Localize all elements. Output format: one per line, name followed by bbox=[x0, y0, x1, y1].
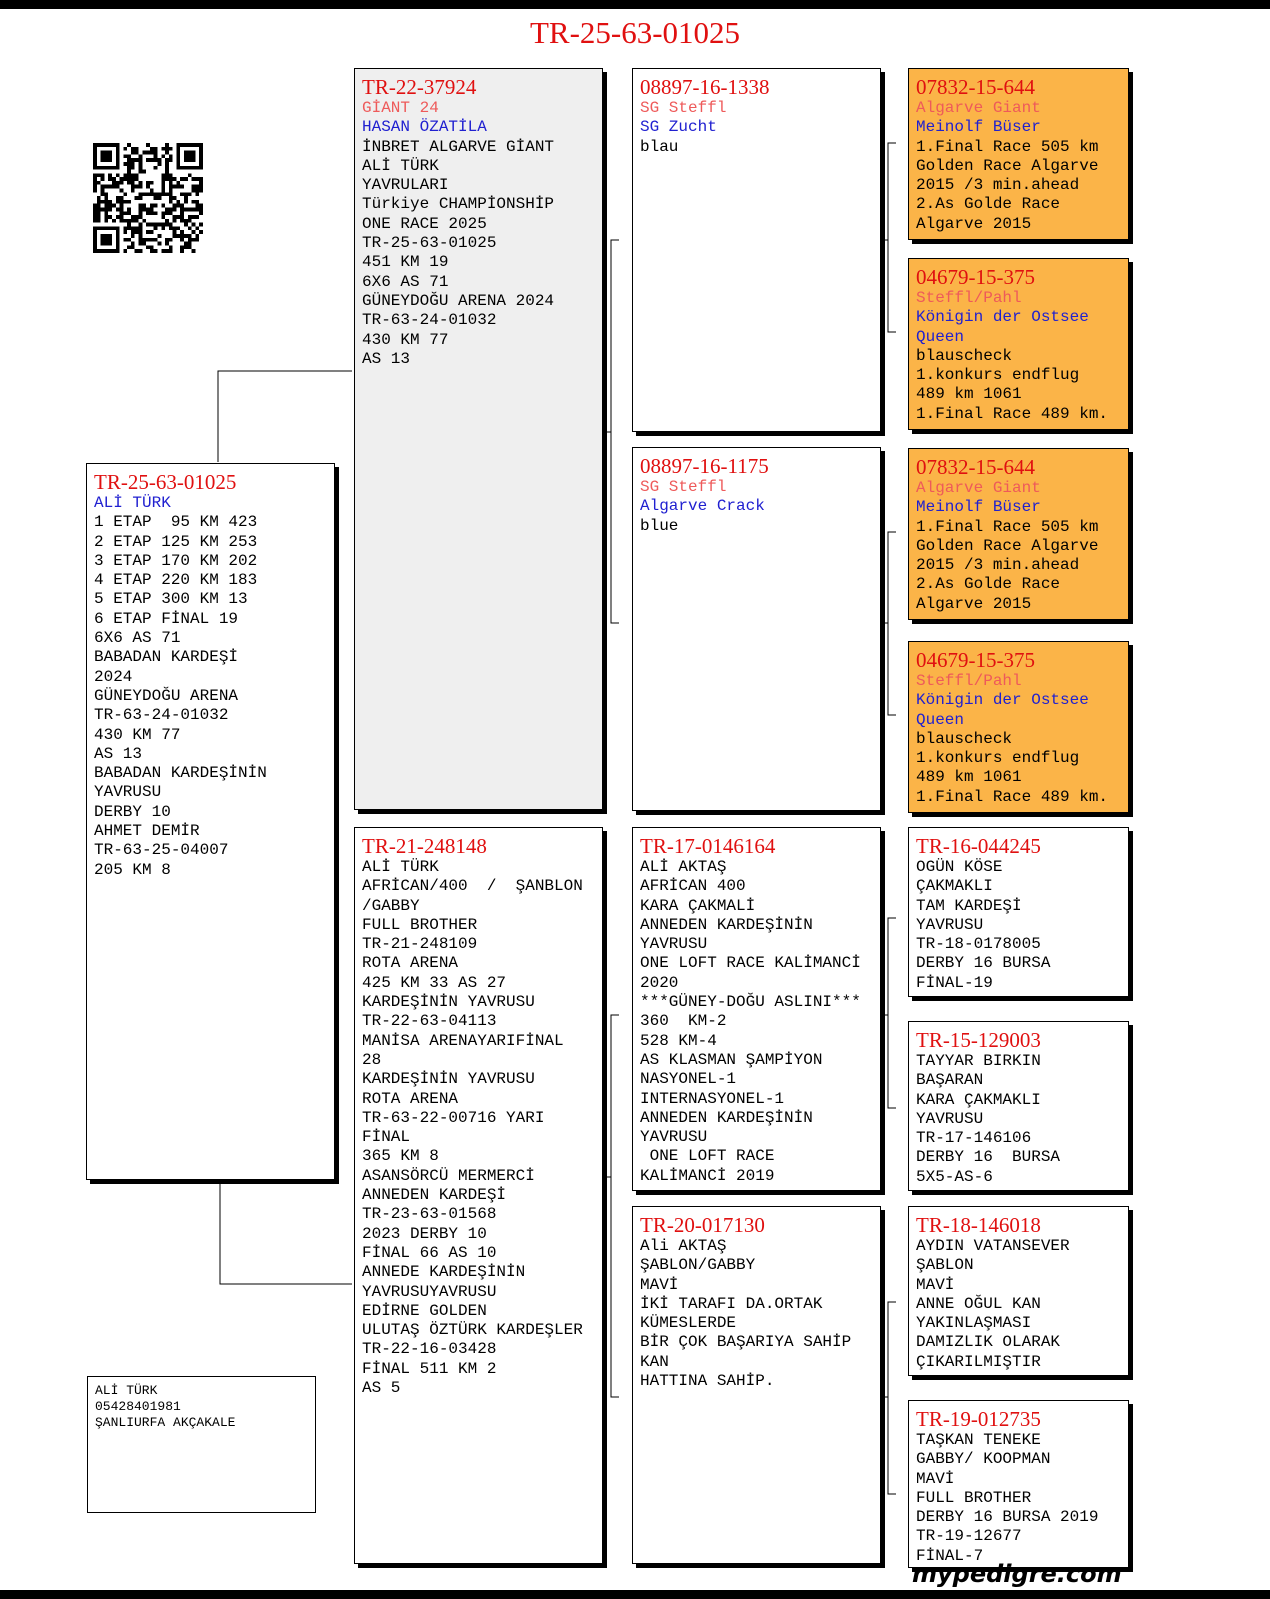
breeder-name: Königin der Ostsee bbox=[916, 308, 1089, 327]
breeder-name-continued: Queen bbox=[916, 327, 965, 346]
detail-line: DAMIZLIK OLARAK bbox=[916, 1333, 1061, 1352]
ring-number: TR-20-017130 bbox=[640, 1213, 765, 1237]
ring-number: TR-18-146018 bbox=[916, 1213, 1041, 1237]
detail-line: BAŞARAN bbox=[916, 1071, 984, 1090]
detail-line: ONE LOFT RACE KALİMANCİ bbox=[640, 954, 861, 973]
detail-line: TR-25-63-01025 bbox=[362, 234, 497, 253]
detail-line: ANNEDEN KARDEŞİ bbox=[362, 1186, 507, 1205]
detail-line: ANNE OĞUL KAN bbox=[916, 1294, 1041, 1313]
detail-line: Algarve 2015 bbox=[916, 594, 1032, 613]
detail-line: AFRİCAN 400 bbox=[640, 877, 746, 896]
detail-line: AFRİCAN/400 / ŞANBLON bbox=[362, 877, 583, 896]
pigeon-details bbox=[916, 730, 1121, 807]
ring-number: 07832-15-644 bbox=[916, 75, 1035, 99]
detail-line: AS 13 bbox=[94, 744, 143, 763]
detail-line: YAVRUSU bbox=[640, 935, 708, 954]
detail-line: FİNAL 66 AS 10 bbox=[362, 1243, 497, 1262]
great-grandparent-card bbox=[908, 258, 1129, 430]
detail-line: 360 KM-2 bbox=[640, 1012, 727, 1031]
detail-line: BABADAN KARDEŞİNİN bbox=[94, 764, 267, 783]
detail-line: EDİRNE GOLDEN bbox=[362, 1301, 487, 1320]
page-title: TR-25-63-01025 bbox=[529, 15, 741, 50]
detail-line: 430 KM 77 bbox=[94, 725, 181, 744]
sire-owner: HASAN ÖZATİLA bbox=[362, 118, 487, 137]
detail-line: YAKINLAŞMASI bbox=[916, 1314, 1032, 1333]
pigeon-name: Algarve Giant bbox=[916, 479, 1041, 497]
detail-line: GÜNEYDOĞU ARENA 2024 bbox=[362, 291, 555, 310]
detail-line: blauscheck bbox=[916, 729, 1013, 748]
dam-details bbox=[362, 858, 595, 1398]
detail-line: ÇIKARILMIŞTIR bbox=[916, 1352, 1041, 1371]
detail-line: 4 ETAP 220 KM 183 bbox=[94, 571, 258, 590]
pigeon-name: SG Steffl bbox=[640, 478, 727, 496]
detail-line: 2020 bbox=[640, 973, 679, 992]
grandparent-card bbox=[632, 827, 881, 1191]
detail-line: KÜMESLERDE bbox=[640, 1314, 737, 1333]
detail-line: ŞABLON bbox=[916, 1256, 974, 1275]
detail-line: TR-63-25-04007 bbox=[94, 841, 229, 860]
sire-name: GİANT 24 bbox=[362, 99, 439, 117]
great-grandparent-card bbox=[908, 641, 1129, 813]
great-grandparent-card bbox=[908, 68, 1129, 240]
detail-line: 6X6 AS 71 bbox=[94, 629, 181, 648]
ring-number: TR-16-044245 bbox=[916, 834, 1041, 858]
detail-line: Golden Race Algarve bbox=[916, 156, 1099, 175]
ring-number: 07832-15-644 bbox=[916, 455, 1035, 479]
pigeon-details bbox=[640, 858, 873, 1186]
great-grandparent-card bbox=[908, 1206, 1129, 1376]
detail-line: TR-22-63-04113 bbox=[362, 1012, 497, 1031]
detail-line: ***GÜNEY-DOĞU ASLINI*** bbox=[640, 993, 861, 1012]
detail-line: FİNAL 511 KM 2 bbox=[362, 1359, 497, 1378]
owner-contact-box bbox=[87, 1376, 316, 1513]
dam-card bbox=[354, 827, 603, 1564]
detail-line: 1.Final Race 489 km. bbox=[916, 404, 1109, 423]
detail-line: MANİSA ARENAYARIFİNAL bbox=[362, 1031, 564, 1050]
detail-line: NASYONEL-1 bbox=[640, 1070, 737, 1089]
ring-number: TR-17-0146164 bbox=[640, 834, 776, 858]
detail-line: TAYYAR BIRKIN bbox=[916, 1052, 1041, 1070]
detail-line: KARA ÇAKMALİ bbox=[640, 896, 756, 915]
detail-line: DERBY 16 BURSA bbox=[916, 1148, 1061, 1167]
subject-owner: ALİ TÜRK bbox=[94, 494, 171, 512]
subject-details bbox=[94, 513, 327, 880]
detail-line: 6 ETAP FİNAL 19 bbox=[94, 609, 239, 628]
detail-line: YAVRUSU bbox=[640, 1128, 708, 1147]
detail-line: GABBY/ KOOPMAN bbox=[916, 1450, 1051, 1469]
grandparent-card bbox=[632, 68, 881, 432]
detail-line: INTERNASYONEL-1 bbox=[640, 1089, 785, 1108]
detail-line: ALİ TÜRK bbox=[362, 156, 439, 175]
subject-ring-number: TR-25-63-01025 bbox=[94, 470, 237, 494]
detail-line: OGÜN KÖSE bbox=[916, 858, 1003, 876]
breeder-name: Meinolf Büser bbox=[916, 498, 1041, 517]
detail-line: 365 KM 8 bbox=[362, 1147, 439, 1166]
detail-line: ALİ TÜRK bbox=[362, 858, 439, 876]
detail-line: 05428401981 bbox=[95, 1399, 181, 1414]
sire-details bbox=[362, 138, 595, 370]
detail-line: 430 KM 77 bbox=[362, 330, 449, 349]
detail-line: 1.konkurs endflug bbox=[916, 366, 1080, 385]
detail-line: ROTA ARENA bbox=[362, 954, 459, 973]
great-grandparent-card bbox=[908, 448, 1129, 620]
detail-line: KARDEŞİNİN YAVRUSU bbox=[362, 1070, 535, 1089]
detail-line: 451 KM 19 bbox=[362, 253, 449, 272]
detail-line: TR-18-0178005 bbox=[916, 935, 1041, 954]
ring-number: TR-15-129003 bbox=[916, 1028, 1041, 1052]
detail-line: ANNEDEN KARDEŞİNİN bbox=[640, 915, 813, 934]
detail-line: FULL BROTHER bbox=[362, 915, 478, 934]
detail-line: 1.Final Race 505 km bbox=[916, 137, 1099, 156]
detail-line: 28 bbox=[362, 1050, 382, 1069]
pigeon-details bbox=[916, 518, 1121, 614]
detail-line: TR-17-146106 bbox=[916, 1129, 1032, 1148]
detail-line: 489 km 1061 bbox=[916, 385, 1022, 404]
detail-line: HATTINA SAHİP. bbox=[640, 1372, 775, 1391]
ring-number: 08897-16-1338 bbox=[640, 75, 770, 99]
detail-line: AS KLASMAN ŞAMPİYON bbox=[640, 1050, 823, 1069]
detail-line: AS 13 bbox=[362, 349, 411, 368]
detail-line: blauscheck bbox=[916, 346, 1013, 365]
pigeon-name: SG Steffl bbox=[640, 99, 727, 117]
subject-card bbox=[86, 463, 335, 1180]
detail-line: YAVRUSUYAVRUSU bbox=[362, 1282, 497, 1301]
detail-line: ALİ AKTAŞ bbox=[640, 858, 727, 876]
detail-line: KARA ÇAKMAKLI bbox=[916, 1090, 1041, 1109]
pigeon-name: Steffl/Pahl bbox=[916, 289, 1022, 307]
detail-line: blau bbox=[640, 137, 679, 156]
detail-line: 3 ETAP 170 KM 202 bbox=[94, 551, 258, 570]
detail-line: ONE LOFT RACE bbox=[640, 1147, 775, 1166]
detail-line: 2023 DERBY 10 bbox=[362, 1224, 487, 1243]
detail-line: YAVRULARI bbox=[362, 176, 449, 195]
detail-line: ÇAKMAKLI bbox=[916, 877, 993, 896]
detail-line: TR-22-16-03428 bbox=[362, 1340, 497, 1359]
sire-card bbox=[354, 68, 603, 810]
breeder-name: SG Zucht bbox=[640, 118, 717, 137]
detail-line: 2024 bbox=[94, 667, 133, 686]
detail-line: /GABBY bbox=[362, 896, 420, 915]
pigeon-details bbox=[640, 517, 873, 536]
breeder-name: Königin der Ostsee bbox=[916, 691, 1089, 710]
pigeon-details bbox=[640, 1237, 873, 1391]
detail-line: 1.Final Race 489 km. bbox=[916, 787, 1109, 806]
detail-line: 2015 /3 min.ahead bbox=[916, 556, 1080, 575]
detail-line: YAVRUSU bbox=[916, 915, 984, 934]
detail-line: İKİ TARAFI DA.ORTAK bbox=[640, 1294, 823, 1313]
detail-line: MAVİ bbox=[916, 1469, 955, 1488]
pigeon-details bbox=[916, 138, 1121, 234]
detail-line: DERBY 16 BURSA bbox=[916, 954, 1051, 973]
pigeon-details bbox=[916, 1431, 1121, 1566]
detail-line: BİR ÇOK BAŞARIYA SAHİP bbox=[640, 1333, 852, 1352]
detail-line: 6X6 AS 71 bbox=[362, 272, 449, 291]
detail-line: Golden Race Algarve bbox=[916, 536, 1099, 555]
detail-line: İNBRET ALGARVE GİANT bbox=[362, 137, 555, 156]
detail-line: KARDEŞİNİN YAVRUSU bbox=[362, 993, 535, 1012]
detail-line: TR-21-248109 bbox=[362, 935, 478, 954]
grandparent-card bbox=[632, 447, 881, 811]
pigeon-details bbox=[640, 138, 873, 157]
detail-line: 425 KM 33 AS 27 bbox=[362, 973, 507, 992]
detail-line: Türkiye CHAMPİONSHİP bbox=[362, 195, 555, 214]
breeder-name: Algarve Crack bbox=[640, 497, 765, 516]
detail-line: 2 ETAP 125 KM 253 bbox=[94, 532, 258, 551]
watermark: mypedigre.com bbox=[912, 1560, 1122, 1588]
detail-line: 2.As Golde Race bbox=[916, 575, 1061, 594]
detail-line: Ali AKTAŞ bbox=[640, 1237, 727, 1255]
detail-line: DERBY 10 bbox=[94, 802, 171, 821]
dam-ring-number: TR-21-248148 bbox=[362, 834, 487, 858]
detail-line: MAVİ bbox=[916, 1275, 955, 1294]
detail-line: 489 km 1061 bbox=[916, 768, 1022, 787]
detail-line: Algarve 2015 bbox=[916, 214, 1032, 233]
detail-line: 5 ETAP 300 KM 13 bbox=[94, 590, 248, 609]
detail-line: TR-63-22-00716 YARI bbox=[362, 1108, 545, 1127]
ring-number: 04679-15-375 bbox=[916, 648, 1035, 672]
detail-line: TAM KARDEŞİ bbox=[916, 896, 1022, 915]
detail-line: 1.Final Race 505 km bbox=[916, 517, 1099, 536]
detail-line: 1 ETAP 95 KM 423 bbox=[94, 513, 258, 532]
pigeon-name: Steffl/Pahl bbox=[916, 672, 1022, 690]
detail-line: blue bbox=[640, 516, 679, 535]
great-grandparent-card bbox=[908, 1021, 1129, 1191]
detail-line: TAŞKAN TENEKE bbox=[916, 1431, 1041, 1449]
ring-number: TR-19-012735 bbox=[916, 1407, 1041, 1431]
detail-line: 5X5-AS-6 bbox=[916, 1167, 993, 1186]
detail-line: ROTA ARENA bbox=[362, 1089, 459, 1108]
detail-line: YAVRUSU bbox=[916, 1109, 984, 1128]
bottom-border bbox=[0, 1590, 1270, 1599]
detail-line: TR-19-12677 bbox=[916, 1527, 1022, 1546]
detail-line: FİNAL-7 bbox=[916, 1546, 984, 1565]
detail-line: FİNAL-19 bbox=[916, 973, 993, 992]
pigeon-details bbox=[916, 1237, 1121, 1372]
detail-line: GÜNEYDOĞU ARENA bbox=[94, 686, 239, 705]
pigeon-details bbox=[916, 347, 1121, 424]
detail-line: TR-63-24-01032 bbox=[94, 706, 229, 725]
detail-line: AS 5 bbox=[362, 1379, 401, 1398]
detail-line: AHMET DEMİR bbox=[94, 822, 200, 841]
detail-line: MAVİ bbox=[640, 1275, 679, 1294]
pigeon-details bbox=[916, 1052, 1121, 1187]
detail-line: TR-63-24-01032 bbox=[362, 311, 497, 330]
detail-line: 1.konkurs endflug bbox=[916, 749, 1080, 768]
great-grandparent-card bbox=[908, 1400, 1129, 1568]
detail-line: ONE RACE 2025 bbox=[362, 214, 487, 233]
detail-line: ANNEDE KARDEŞİNİN bbox=[362, 1263, 526, 1282]
detail-line: KAN bbox=[640, 1352, 669, 1371]
detail-line: AYDIN VATANSEVER bbox=[916, 1237, 1070, 1255]
breeder-name: Meinolf Büser bbox=[916, 118, 1041, 137]
pigeon-details bbox=[916, 858, 1121, 993]
detail-line: FİNAL bbox=[362, 1128, 411, 1147]
detail-line: FULL BROTHER bbox=[916, 1488, 1032, 1507]
ring-number: 04679-15-375 bbox=[916, 265, 1035, 289]
ring-number: 08897-16-1175 bbox=[640, 454, 769, 478]
detail-line: ANNEDEN KARDEŞİNİN bbox=[640, 1108, 813, 1127]
detail-line: 528 KM-4 bbox=[640, 1031, 717, 1050]
grandparent-card bbox=[632, 1206, 881, 1564]
detail-line: BABADAN KARDEŞİ bbox=[94, 648, 239, 667]
detail-line: ASANSÖRCÜ MERMERCİ bbox=[362, 1166, 535, 1185]
detail-line: 2.As Golde Race bbox=[916, 195, 1061, 214]
detail-line: TR-23-63-01568 bbox=[362, 1205, 497, 1224]
breeder-name-continued: Queen bbox=[916, 710, 965, 729]
detail-line: ŞABLON/GABBY bbox=[640, 1256, 756, 1275]
detail-line: 2015 /3 min.ahead bbox=[916, 176, 1080, 195]
pigeon-name: Algarve Giant bbox=[916, 99, 1041, 117]
detail-line: ALİ TÜRK bbox=[95, 1383, 158, 1398]
detail-line: 205 KM 8 bbox=[94, 860, 171, 879]
great-grandparent-card bbox=[908, 827, 1129, 997]
detail-line: YAVRUSU bbox=[94, 783, 162, 802]
detail-line: ULUTAŞ ÖZTÜRK KARDEŞLER bbox=[362, 1321, 583, 1340]
detail-line: DERBY 16 BURSA 2019 bbox=[916, 1508, 1099, 1527]
detail-line: KALİMANCİ 2019 bbox=[640, 1166, 775, 1185]
sire-ring-number: TR-22-37924 bbox=[362, 75, 477, 99]
detail-line: ŞANLIURFA AKÇAKALE bbox=[95, 1415, 236, 1430]
